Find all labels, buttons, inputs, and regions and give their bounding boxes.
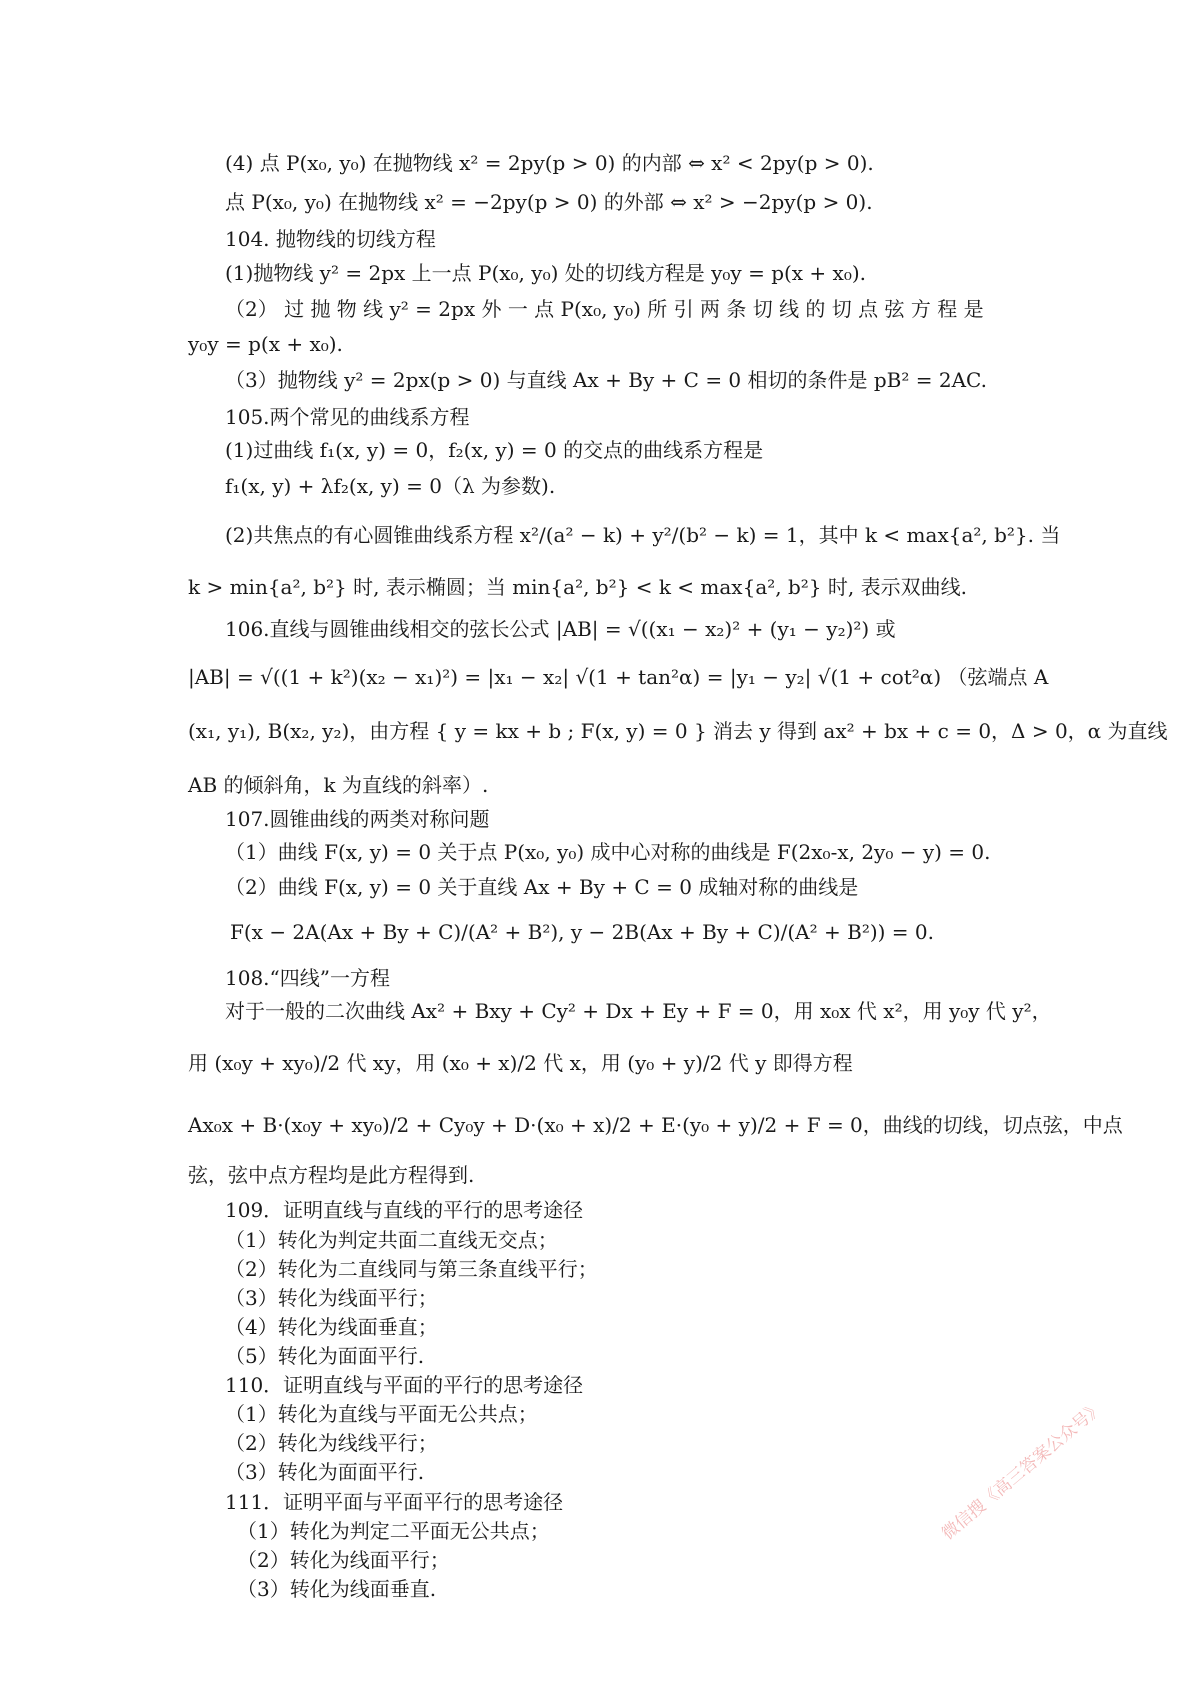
text-line: 107.圆锥曲线的两类对称问题 xyxy=(225,807,490,831)
text-line: (2)共焦点的有心圆锥曲线系方程 x²/(a² − k) + y²/(b² − k) = 1，其中 k < max{a², b²}. 当 xyxy=(225,523,1061,547)
text-line: (1)过曲线 f₁(x, y) = 0，f₂(x, y) = 0 的交点的曲线系方程是 xyxy=(225,438,764,462)
text-line: （1）转化为判定共面二直线无交点； xyxy=(225,1228,558,1252)
text-line: （3）转化为线面平行； xyxy=(225,1286,438,1310)
text-line: （2）转化为线面平行； xyxy=(237,1548,450,1572)
text-line: （2）转化为二直线同与第三条直线平行； xyxy=(225,1257,598,1281)
text-line: （3）抛物线 y² = 2px(p > 0) 与直线 Ax + By + C = 0 相切的条件是 pB² = 2AC. xyxy=(225,368,987,392)
text-line: |AB| = √((1 + k²)(x₂ − x₁)²) = |x₁ − x₂| √(1 + tan²α) = |y₁ − y₂| √(1 + cot²α) （弦端点 A xyxy=(188,665,1049,689)
text-line: (4) 点 P(x₀, y₀) 在抛物线 x² = 2py(p > 0) 的内部 ⇔ x² < 2py(p > 0). xyxy=(225,151,874,175)
text-line: （1）曲线 F(x, y) = 0 关于点 P(x₀, y₀) 成中心对称的曲线是 F(2x₀-x, 2y₀ − y) = 0. xyxy=(225,840,991,864)
text-line: （4）转化为线面垂直； xyxy=(225,1315,438,1339)
text-line: （2） 过 抛 物 线 y² = 2px 外 一 点 P(x₀, y₀) 所 引 两 条 切 线 的 切 点 弦 方 程 是 xyxy=(225,297,984,321)
text-line: 109．证明直线与直线的平行的思考途径 xyxy=(225,1198,584,1222)
text-line: 弦，弦中点方程均是此方程得到. xyxy=(188,1163,475,1187)
text-line: （1）转化为判定二平面无公共点； xyxy=(237,1519,550,1543)
watermark: 微信搜《高三答案公众号》 xyxy=(938,1397,1108,1545)
text-line: 104. 抛物线的切线方程 xyxy=(225,227,436,251)
text-line: 110．证明直线与平面的平行的思考途径 xyxy=(225,1373,584,1397)
text-line: 用 (x₀y + xy₀)/2 代 xy，用 (x₀ + x)/2 代 x，用 (y₀ + y)/2 代 y 即得方程 xyxy=(188,1051,853,1075)
text-line: （2）曲线 F(x, y) = 0 关于直线 Ax + By + C = 0 成轴对称的曲线是 xyxy=(225,875,859,899)
text-line: 点 P(x₀, y₀) 在抛物线 x² = −2py(p > 0) 的外部 ⇔ x² > −2py(p > 0). xyxy=(225,190,873,214)
text-line: 对于一般的二次曲线 Ax² + Bxy + Cy² + Dx + Ey + F = 0，用 x₀x 代 x²，用 y₀y 代 y²， xyxy=(225,999,1052,1023)
text-line: F(x − 2A(Ax + By + C)/(A² + B²), y − 2B(Ax + By + C)/(A² + B²)) = 0. xyxy=(230,920,934,944)
text-line: (x₁, y₁), B(x₂, y₂)，由方程 { y = kx + b ; F(x, y) = 0 } 消去 y 得到 ax² + bx + c = 0，Δ > 0，α 为直线 xyxy=(188,719,1168,743)
text-line: AB 的倾斜角，k 为直线的斜率）. xyxy=(188,773,489,797)
text-line: （5）转化为面面平行. xyxy=(225,1344,425,1368)
text-line: f₁(x, y) + λf₂(x, y) = 0（λ 为参数). xyxy=(225,474,556,498)
text-line: （3）转化为线面垂直. xyxy=(237,1577,437,1601)
text-line: (1)抛物线 y² = 2px 上一点 P(x₀, y₀) 处的切线方程是 y₀y = p(x + x₀). xyxy=(225,261,867,285)
text-line: k > min{a², b²} 时, 表示椭圆；当 min{a², b²} < k < max{a², b²} 时, 表示双曲线. xyxy=(188,575,967,599)
text-line: Ax₀x + B·(x₀y + xy₀)/2 + Cy₀y + D·(x₀ + x)/2 + E·(y₀ + y)/2 + F = 0，曲线的切线，切点弦，中点 xyxy=(188,1113,1123,1137)
text-line: 106.直线与圆锥曲线相交的弦长公式 |AB| = √((x₁ − x₂)² + (y₁ − y₂)²) 或 xyxy=(225,617,896,641)
text-line: （2）转化为线线平行； xyxy=(225,1431,438,1455)
text-line: （3）转化为面面平行. xyxy=(225,1460,425,1484)
text-line: 108.“四线”一方程 xyxy=(225,966,390,990)
text-line: y₀y = p(x + x₀). xyxy=(188,332,343,356)
text-line: （1）转化为直线与平面无公共点； xyxy=(225,1402,538,1426)
text-line: 105.两个常见的曲线系方程 xyxy=(225,405,470,429)
text-line: 111．证明平面与平面平行的思考途径 xyxy=(225,1490,564,1514)
